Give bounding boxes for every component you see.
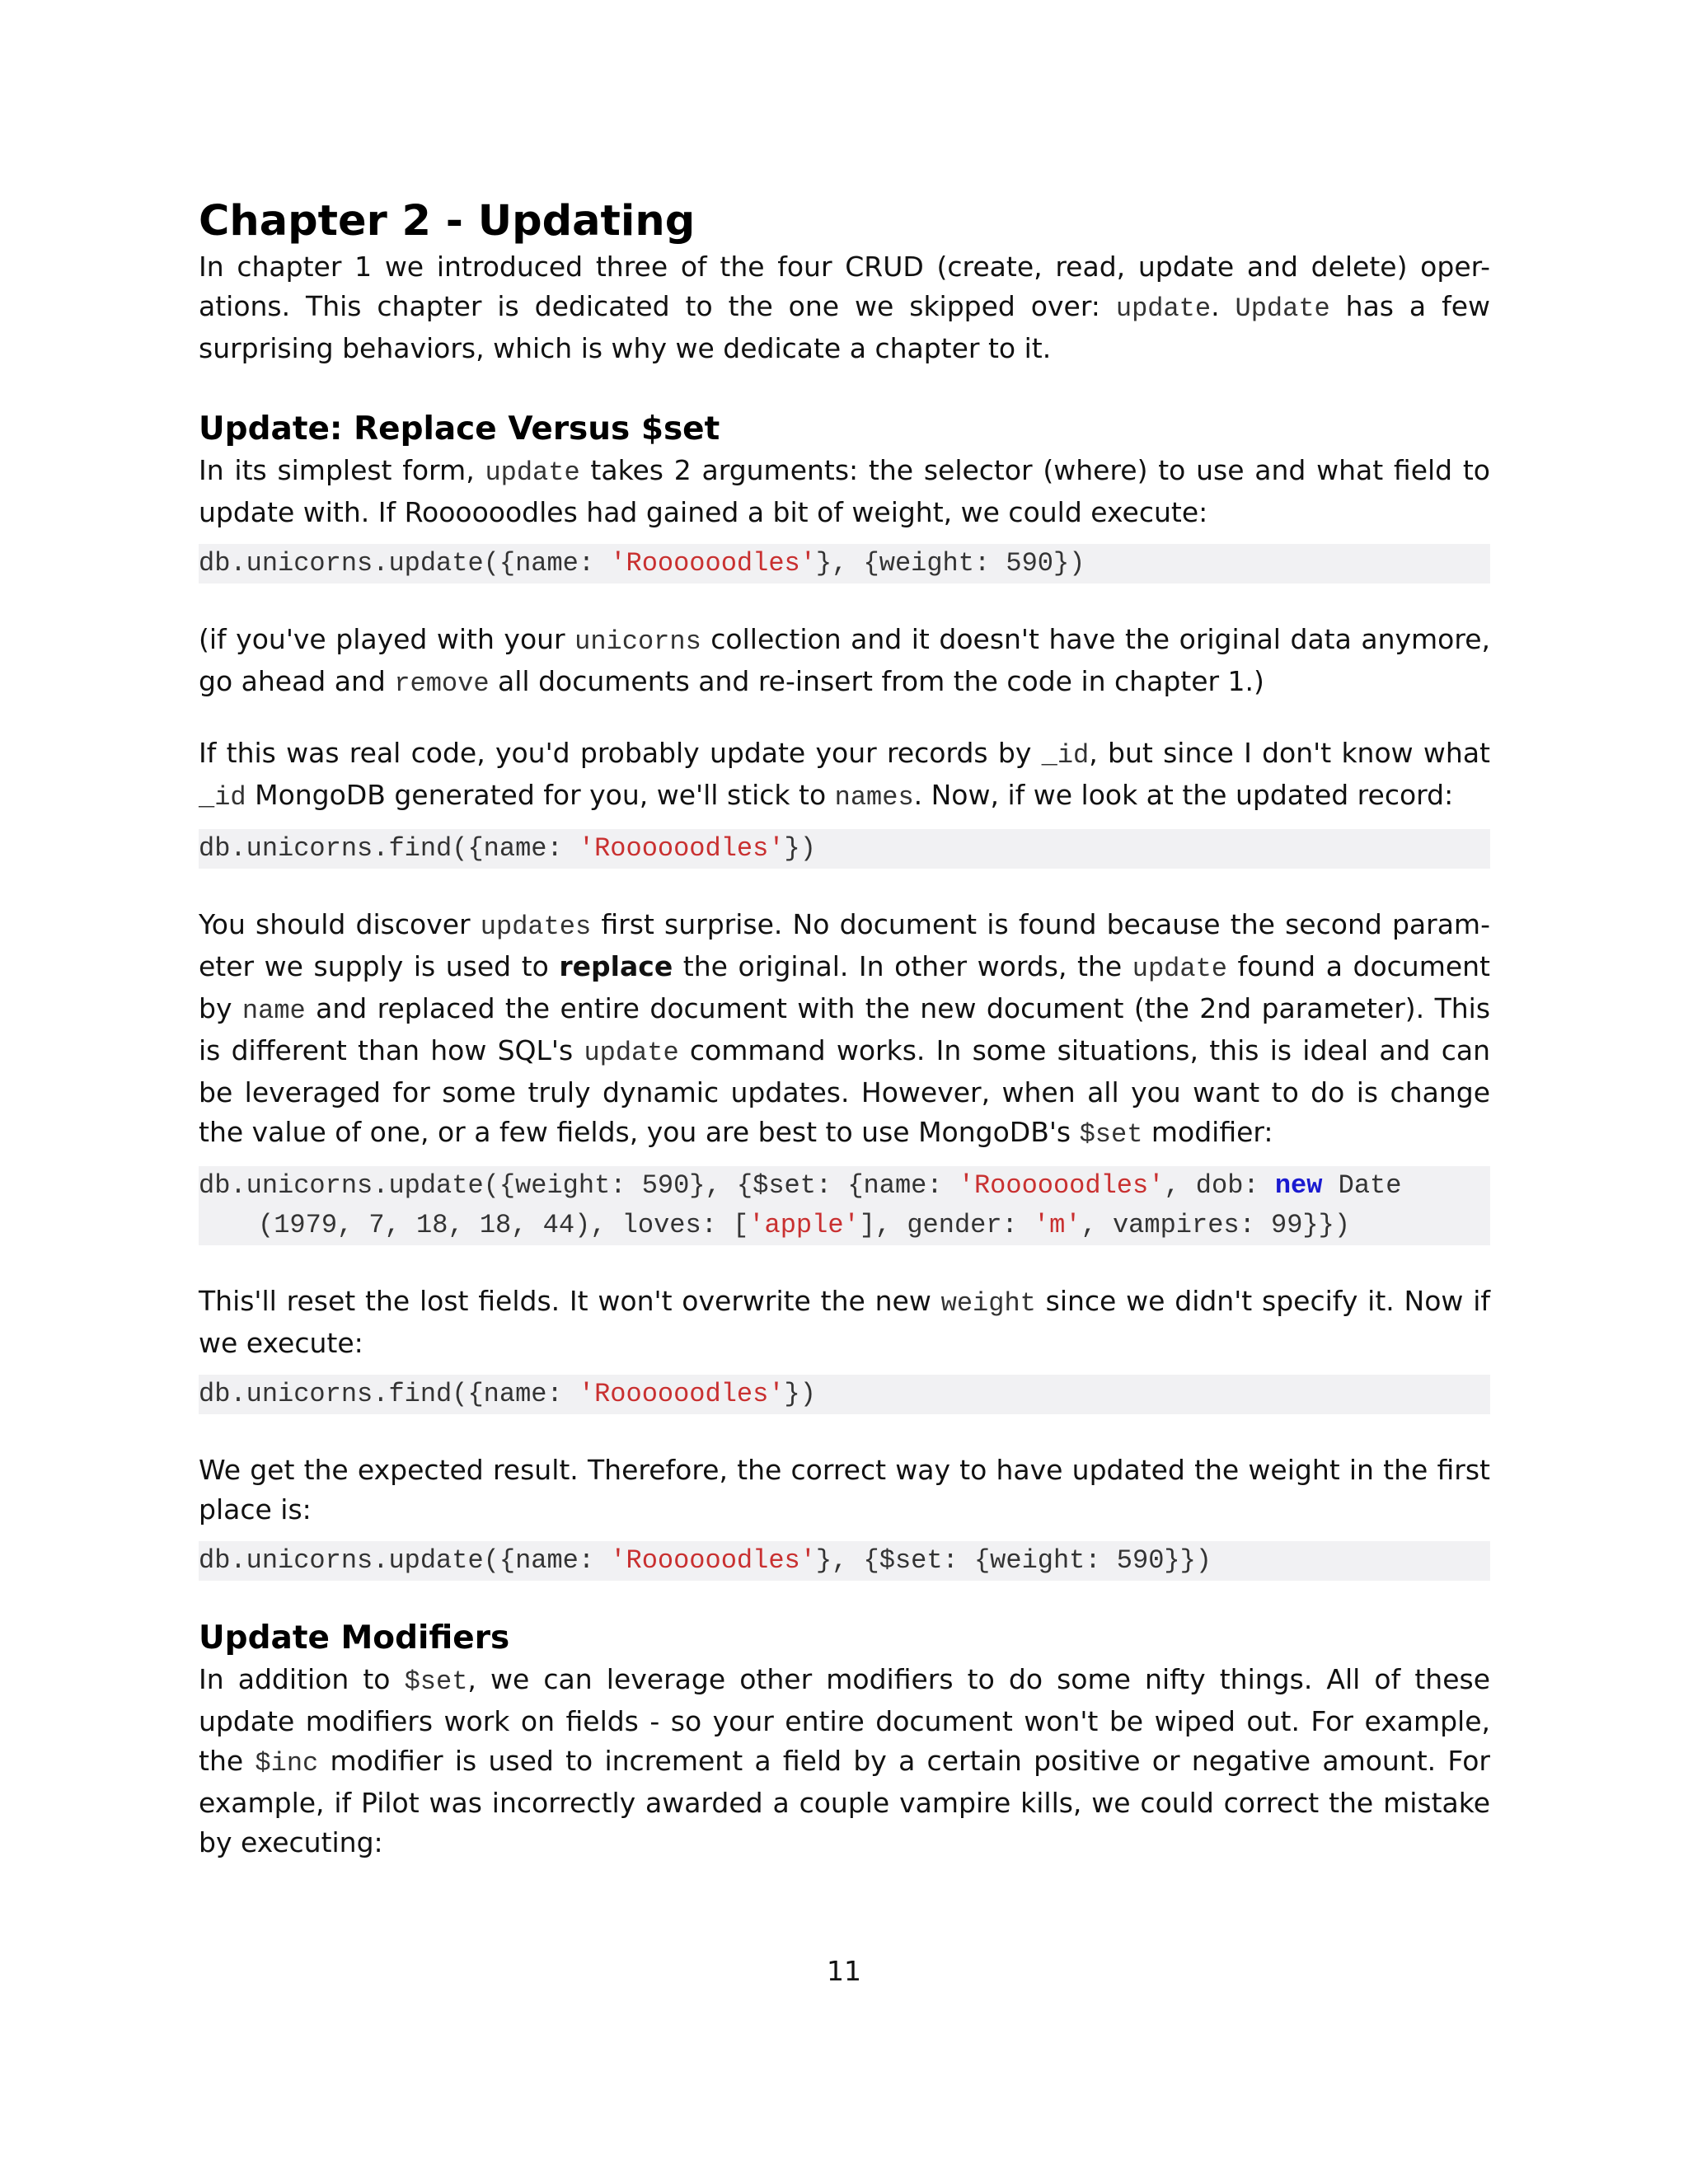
paragraph-simplest-form xyxy=(199,451,1490,532)
text-run: In addition to xyxy=(199,1663,405,1695)
text-run: first surprise. No document is found because the second param- eter we supply is used to xyxy=(199,908,1490,982)
inline-code: $set xyxy=(404,1666,468,1697)
text-run: and replaced the entire document with the new document (the 2nd parameter). This is different than how SQL's xyxy=(199,992,1491,1066)
inline-code: $inc xyxy=(255,1748,319,1779)
text-run: This'll reset the lost fields. It won't overwrite the new xyxy=(199,1285,941,1317)
text-run: modifier: xyxy=(1142,1116,1273,1148)
paragraph-first-surprise xyxy=(199,905,1490,1155)
inline-code: _id xyxy=(1041,740,1090,771)
text-run: found a document by xyxy=(199,950,1490,1024)
text-run: . Now, if we look at the updated record: xyxy=(913,779,1454,811)
section-title-replace-vs-set: Update: Replace Versus $set xyxy=(199,410,720,448)
text-run: MongoDB generated for you, we'll stick to xyxy=(246,779,835,811)
inline-code: updates xyxy=(480,912,592,942)
text-run: , but since I don't know what xyxy=(1089,737,1490,769)
inline-code: Update xyxy=(1235,293,1330,324)
inline-code: $set xyxy=(1079,1119,1143,1150)
inline-code: unicorns xyxy=(574,626,701,657)
paragraph-remove-note xyxy=(199,620,1490,704)
text-run: , we can leverage other modifiers to do some nifty things. All of these update modifiers work on fields - so your entire document won't be wiped out. For example, the xyxy=(199,1663,1490,1777)
text-run: collection and it doesn't have the original data anymore, go ahead and xyxy=(199,623,1490,697)
inline-code: name xyxy=(241,996,306,1026)
code-block-correct-update: db.unicorns.update({name: 'Roooooodles'}, {$set: {weight: 590}}) xyxy=(199,1541,1490,1581)
text-run: since we didn't specify it. Now if we execute: xyxy=(199,1285,1490,1359)
inline-code: update xyxy=(584,1038,679,1068)
page-number: 11 xyxy=(827,1955,861,1987)
code-block-find-again: db.unicorns.find({name: 'Roooooodles'}) xyxy=(199,1375,1490,1414)
text-run: In its simplest form, xyxy=(199,454,485,486)
text-run: You should discover xyxy=(199,908,481,940)
paragraph-expected-result: We get the expected result. Therefore, the correct way to have updated the weight in the first place is: xyxy=(199,1454,1490,1526)
text-run: . xyxy=(1211,290,1236,322)
code-block-set-modifier: db.unicorns.update({weight: 590}, {$set: {name: 'Roooooodles', dob: new Date (1979, 7, 18, 18, 44), loves: ['apple'], gender: 'm', vampires: 99}}) xyxy=(199,1166,1490,1245)
document-page xyxy=(199,196,1490,1863)
inline-code: _id xyxy=(199,782,246,813)
text-run: (if you've played with your xyxy=(199,623,575,655)
paragraph-reset-fields xyxy=(199,1282,1490,1363)
text-run: command works. In some situations, this is ideal and can be leveraged for some truly dynamic updates. However, when all you want to do is change the value of one, or a few fields, you are best to use MongoDB's xyxy=(199,1034,1490,1148)
paragraph-modifiers xyxy=(199,1660,1490,1863)
bold-text: replace xyxy=(559,950,673,982)
inline-code: update xyxy=(485,457,580,488)
inline-code: remove xyxy=(394,668,490,699)
text-run: all documents and re-insert from the code in chapter 1.) xyxy=(489,665,1264,697)
intro-paragraph xyxy=(199,247,1490,368)
text-run: In chapter 1 we introduced three of the four CRUD (create, read, update and delete) oper- ations. This chapter is dedicated to the one we skipped over: xyxy=(199,251,1490,322)
inline-code: update xyxy=(1115,293,1212,324)
text-run: If this was real code, you'd probably update your records by xyxy=(199,737,1042,769)
inline-code: names xyxy=(834,782,914,813)
chapter-title: Chapter 2 - Updating xyxy=(199,197,696,246)
section-title-update-modifiers: Update Modifiers xyxy=(199,1619,510,1657)
inline-code: weight xyxy=(940,1288,1036,1319)
paragraph-real-code xyxy=(199,733,1490,818)
inline-code: update xyxy=(1132,954,1227,984)
code-block-update-weight: db.unicorns.update({name: 'Roooooodles'}, {weight: 590}) xyxy=(199,544,1490,583)
text-run: the original. In other words, the xyxy=(673,950,1132,982)
text-run: takes 2 arguments: the selector (where) to use and what field to update with. If Roooooodles had gained a bit of weight, we could execute: xyxy=(199,454,1490,528)
text-run: has a few surprising behaviors, which is why we dedicate a chapter to it. xyxy=(199,290,1490,364)
code-block-find: db.unicorns.find({name: 'Roooooodles'}) xyxy=(199,829,1490,869)
text-run: modifier is used to increment a field by a certain positive or negative amount. For example, if Pilot was incorrectly awarded a couple vampire kills, we could correct the mistake by executing: xyxy=(199,1745,1490,1858)
